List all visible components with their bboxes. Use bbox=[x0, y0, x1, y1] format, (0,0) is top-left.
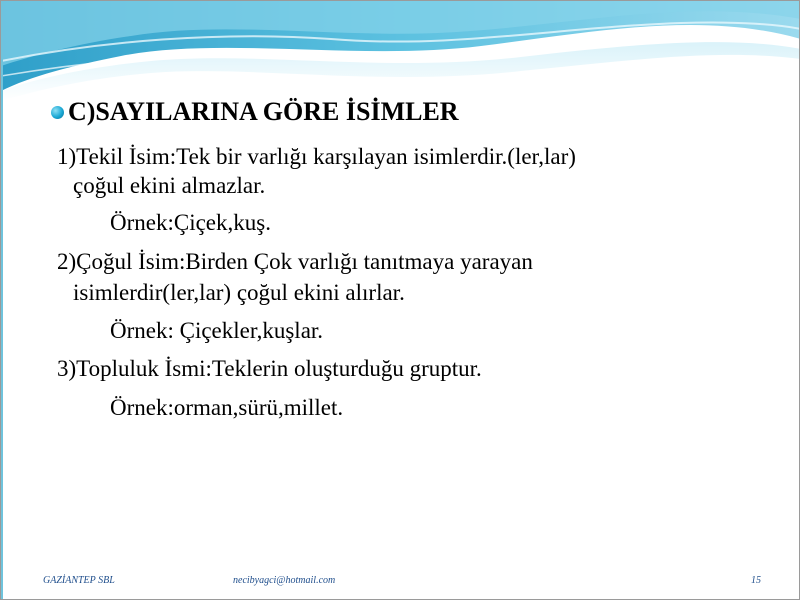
footer-left-text: GAZİANTEP SBL bbox=[43, 575, 115, 586]
slide-heading bbox=[49, 97, 459, 127]
item-1-line-2: çoğul ekini almazlar. bbox=[73, 173, 266, 198]
bullet-icon bbox=[51, 106, 64, 119]
item-1-example: Örnek:Çiçek,kuş. bbox=[110, 210, 271, 235]
item-2-example: Örnek: Çiçekler,kuşlar. bbox=[110, 318, 324, 343]
footer-email: necibyagci@hotmail.com bbox=[233, 575, 336, 586]
item-3-line-1: 3)Topluluk İsmi:Teklerin oluşturduğu gruptur. bbox=[57, 356, 482, 381]
slide-content bbox=[1, 1, 800, 600]
item-2-line-2: isimlerdir(ler,lar) çoğul ekini alırlar. bbox=[73, 280, 405, 305]
page-number: 15 bbox=[751, 575, 761, 586]
item-1-line-1: 1)Tekil İsim:Tek bir varlığı karşılayan isimlerdir.(ler,lar) bbox=[57, 144, 576, 169]
item-2-line-1: 2)Çoğul İsim:Birden Çok varlığı tanıtmaya yarayan bbox=[57, 249, 533, 274]
item-3-example: Örnek:orman,sürü,millet. bbox=[110, 395, 344, 420]
heading-text: C)SAYILARINA GÖRE İSİMLER bbox=[68, 97, 459, 126]
